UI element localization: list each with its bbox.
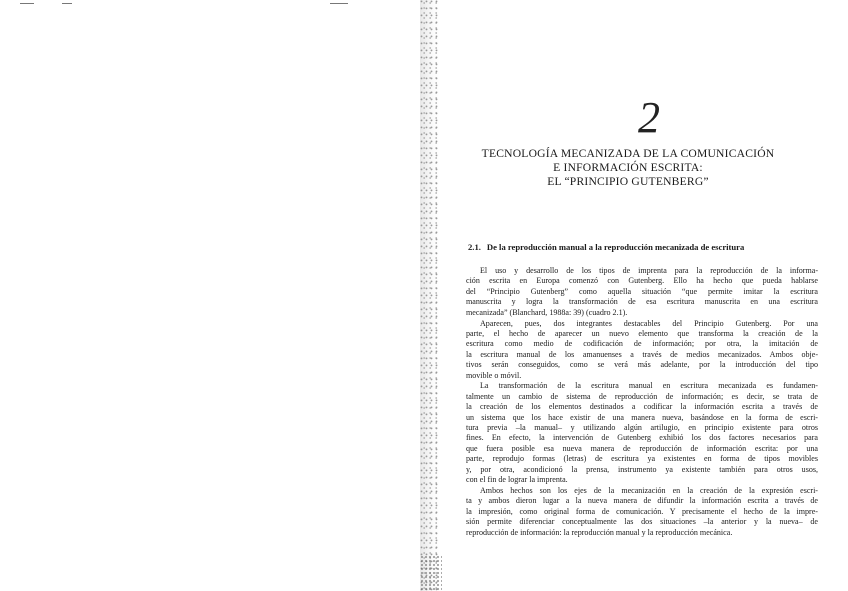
text-line: talmente un cambio de sistema de reproducción de información; es decir, se trata de bbox=[466, 391, 818, 401]
text-line: y, por otra, acondicionó la prensa, instrumento ya existente también para otros usos, bbox=[466, 464, 818, 474]
scan-speck bbox=[62, 3, 72, 4]
text-line: El uso y desarrollo de los tipos de imprenta para la reproducción de la informa- bbox=[480, 266, 818, 275]
body-text bbox=[466, 266, 818, 538]
text-line: movible o móvil. bbox=[466, 370, 522, 380]
text-line: fines. En efecto, la intervención de Gutenberg exhibió los dos factores necesarios para bbox=[466, 433, 818, 443]
section-title: De la reproducción manual a la reproducción mecanizada de escritura bbox=[486, 242, 745, 252]
text-line: parte, reprodujo formas (letras) de escritura ya existentes en forma de tipos movibles bbox=[466, 454, 818, 464]
text-line: mecanizada” (Blanchard, 1988a: 39) (cuadro 2.1). bbox=[466, 307, 628, 317]
chapter-title bbox=[450, 147, 806, 189]
text-line: parte, el hecho de aparecer un nuevo elemento que transforma la creación de la bbox=[466, 328, 818, 338]
paragraph bbox=[466, 381, 818, 485]
section-number: 2.1. bbox=[468, 242, 481, 252]
text-line: escritura como medio de codificación de información; por otra, la imitación de bbox=[466, 339, 818, 349]
text-line: La transformación de la escritura manual en escritura mecanizada es fundamen- bbox=[480, 381, 818, 391]
scan-speck bbox=[330, 3, 348, 4]
text-line: sión permite diferenciar conceptualmente las dos situaciones –la anterior y la nueva– de bbox=[466, 517, 818, 527]
text-line: con el fin de lograr la imprenta. bbox=[466, 475, 568, 484]
left-blank-page bbox=[0, 0, 420, 591]
text-line: del “Principio Gutenberg” como aquella situación “que permite imitar la escritura bbox=[466, 286, 818, 296]
paragraph bbox=[466, 266, 818, 318]
chapter-title-line: E INFORMACIÓN ESCRITA: bbox=[553, 161, 703, 174]
text-line: la escritura manual de los amanuenses a través de medios mecanizados. Ambos obje- bbox=[466, 349, 818, 359]
scan-speck bbox=[20, 3, 34, 4]
text-line: Ambos hechos son los ejes de la mecanización en la creación de la expresión escri- bbox=[480, 485, 818, 495]
page-gutter bbox=[420, 0, 440, 591]
text-line: Aparecen, pues, dos integrantes destacables del Principio Gutenberg. Por una bbox=[480, 318, 818, 328]
text-line: tura previa –la manual– y utilizando algún artilugio, en principio existente para otros bbox=[466, 423, 818, 433]
chapter-title-line: EL “PRINCIPIO GUTENBERG” bbox=[547, 175, 709, 188]
text-line: ción escrita en Europa comenzó con Gutenberg. Ello ha hecho que pueda hablarse bbox=[466, 276, 818, 286]
paragraph bbox=[466, 486, 818, 538]
text-line: la creación de los elementos destinados a codificar la información escrita a través de bbox=[466, 402, 818, 412]
section-heading bbox=[468, 242, 828, 252]
text-line: un sistema que los hace existir de una manera nueva, basándose en la forma de escri- bbox=[466, 412, 818, 422]
right-page bbox=[440, 0, 848, 591]
text-line: que fuera posible esa nueva manera de reproducción de información escrita: por una bbox=[466, 443, 818, 453]
text-line: ta y ambos dieron lugar a la nueva manera de difundir la información escrita a través de bbox=[466, 496, 818, 506]
chapter-title-line: TECNOLOGÍA MECANIZADA DE LA COMUNICACIÓN bbox=[481, 147, 775, 160]
chapter-number: 2 bbox=[638, 93, 660, 142]
text-line: la impresión, como original forma de comunicación. Y precisamente el hecho de la impre- bbox=[466, 506, 818, 516]
text-line: tivos serán conseguidos, como se verá más adelante, por la introducción del tipo bbox=[466, 360, 818, 370]
page-gutter-noise bbox=[420, 555, 442, 591]
text-line: manuscrita y logra la transformación de esa escritura manuscrita en una escritura bbox=[466, 297, 818, 307]
text-line: reproducción de información: la reproducción manual y la reproducción mecánica. bbox=[466, 527, 733, 537]
paragraph bbox=[466, 319, 818, 381]
